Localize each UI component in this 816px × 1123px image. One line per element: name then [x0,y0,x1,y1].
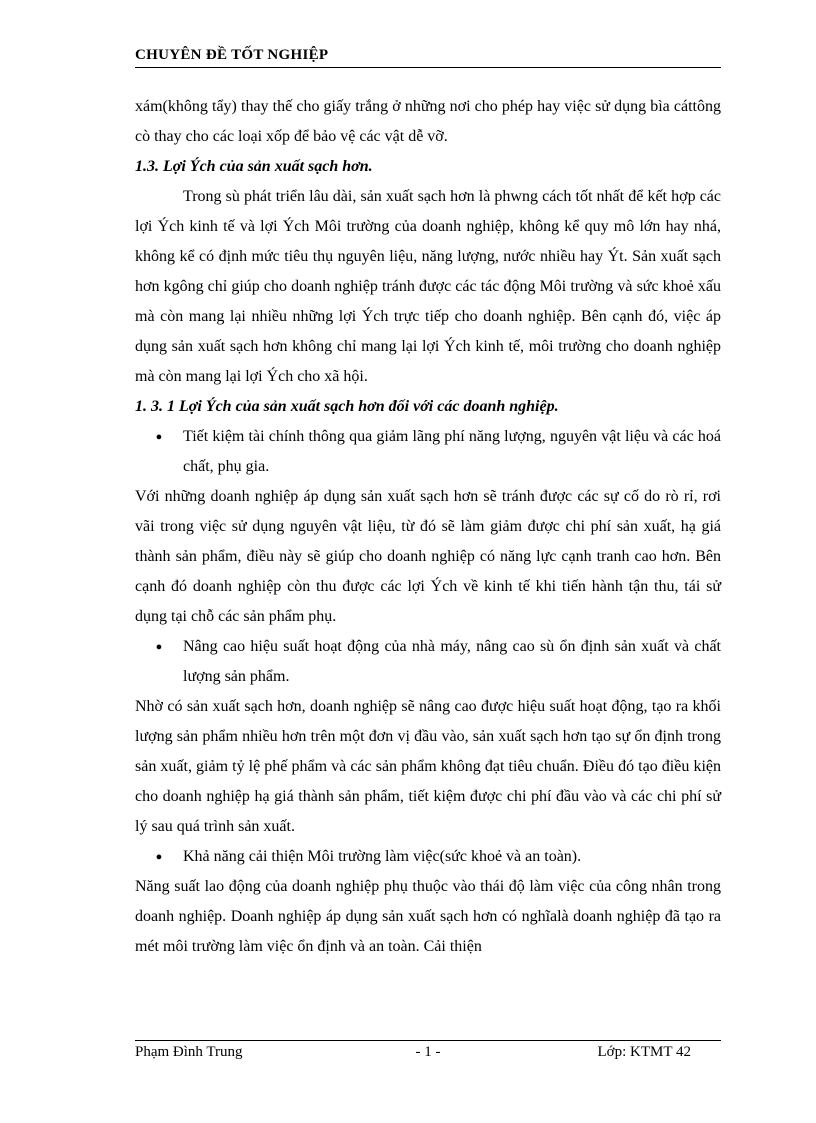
page-footer [135,1040,721,1061]
bullet-item-1 [135,422,721,482]
bullet-icon: ● [155,641,163,653]
paragraph-continuation: xám(không tẩy) thay thế cho giấy trắng ở những nơi cho phép hay việc sử dụng bìa cáttông cò thay cho các loại xốp để bảo vệ các vật dễ vỡ. [135,98,721,145]
bullet-icon: ● [155,851,163,863]
section-heading-1-3: 1.3. Lợi Ých của sản xuất sạch hơn. [135,158,373,175]
paragraph-benefits-intro: Trong sù phát triển lâu dài, sản xuất sạch hơn là phwng cách tốt nhất để kết hợp các lợi Ých kinh tế và lợi Ých Môi trường của doanh nghiệp, không kể quy mô lớn hay nhá, không kể có định mức tiêu thụ nguyên liệu, năng lượng, nước nhiều hay Ýt. Sản xuất sạch hơn kgông chỉ giúp cho doanh nghiệp tránh được các tác động Môi trường và sức khoẻ xấu mà còn mang lại nhiều những lợi Ých trực tiếp cho doanh nghiệp. Bên cạnh đó, việc áp dụng sản xuất sạch hơn không chỉ mang lại lợi Ých kinh tế, môi trường cho doanh nghiệp mà còn mang lại lợi Ých cho xã hội. [135,188,721,385]
header-title: CHUYÊN ĐỀ TỐT NGHIỆP [135,47,329,63]
document-body [135,92,721,962]
bullet-text: Nâng cao hiệu suất hoạt động của nhà máy, nâng cao sù ổn định sản xuất và chất lượng sản phẩm. [183,638,721,685]
page-header [135,47,721,68]
paragraph-efficiency: Nhờ có sản xuất sạch hơn, doanh nghiệp sẽ nâng cao được hiệu suất hoạt động, tạo ra khối lượng sản phẩm nhiều hơn trên một đơn vị đầu vào, sản xuất sạch hơn tạo sự ổn định trong sản xuất, giảm tỷ lệ phế phẩm và các sản phẩm không đạt tiêu chuẩn. Điều đó tạo điều kiện cho doanh nghiệp hạ giá thành sản phẩm, tiết kiệm được chi phí đầu vào và các chi phí sử lý sau quá trình sản xuất. [135,698,721,835]
footer-page-number: - 1 - [415,1044,441,1060]
bullet-icon: ● [155,431,163,443]
footer-author: Phạm Đình Trung [135,1044,243,1060]
bullet-text: Tiết kiệm tài chính thông qua giảm lãng phí năng lượng, nguyên vật liệu và các hoá chất, phụ gia. [183,428,721,475]
paragraph-cost-savings: Với những doanh nghiệp áp dụng sản xuất sạch hơn sẽ tránh được các sự cố do rò rỉ, rơi vãi trong việc sử dụng nguyên vật liệu, từ đó sẽ làm giảm được chi phí sản xuất, hạ giá thành sản phẩm, điều này sẽ giúp cho doanh nghiệp có năng lực cạnh tranh cao hơn. Bên cạnh đó doanh nghiệp còn thu được các lợi Ých về kinh tế khi tiến hành tận thu, tái sử dụng tại chỗ các sản phẩm phụ. [135,488,721,625]
bullet-item-2 [135,632,721,692]
bullet-item-3 [135,842,721,872]
footer-class: Lớp: KTMT 42 [597,1044,691,1060]
bullet-text: Khả năng cải thiện Môi trường làm việc(sức khoẻ và an toàn). [183,848,582,865]
section-heading-1-3-1: 1. 3. 1 Lợi Ých của sản xuất sạch hơn đối với các doanh nghiệp. [135,398,559,415]
paragraph-work-environment: Năng suất lao động của doanh nghiệp phụ thuộc vào thái độ làm việc của công nhân trong doanh nghiệp. Doanh nghiệp áp dụng sản xuất sạch hơn có nghĩalà doanh nghiệp đã tạo ra mét môi trường làm việc ổn định và an toàn. Cải thiện [135,878,721,955]
